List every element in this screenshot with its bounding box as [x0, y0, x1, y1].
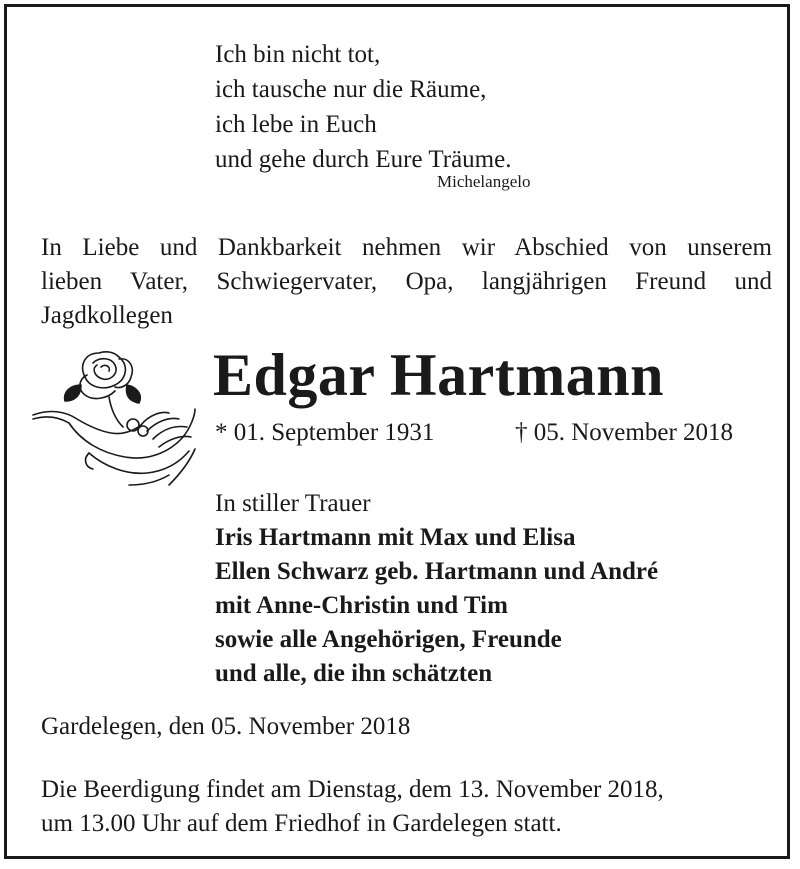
poem-line: ich lebe in Euch	[215, 111, 377, 138]
intro-line: lieben Vater, Schwiegervater, Opa, langjährigen Freund und	[41, 268, 772, 295]
funeral-notice	[41, 773, 664, 841]
intro-text	[41, 231, 772, 333]
funeral-line: um 13.00 Uhr auf dem Friedhof in Gardelegen statt.	[41, 810, 562, 837]
birth-date: * 01. September 1931	[215, 419, 435, 446]
rose-in-hands-icon	[29, 345, 201, 493]
mourner-line: Iris Hartmann mit Max und Elisa	[215, 524, 576, 551]
poem-line: ich tausche nur die Räume,	[215, 76, 487, 103]
deceased-name: Edgar Hartmann	[213, 342, 664, 408]
mourners-heading: In stiller Trauer	[215, 490, 371, 517]
mourner-line: mit Anne-Christin und Tim	[215, 592, 508, 619]
place-date: Gardelegen, den 05. November 2018	[41, 713, 411, 740]
obituary-frame	[4, 4, 790, 859]
mourner-line: und alle, die ihn schätzten	[215, 660, 493, 687]
mourners-block	[215, 487, 658, 691]
intro-line: Jagdkollegen	[41, 302, 173, 329]
mourner-line: sowie alle Angehörigen, Freunde	[215, 626, 562, 653]
poem-author: Michelangelo	[437, 172, 531, 191]
intro-line: In Liebe und Dankbarkeit nehmen wir Abschied von unserem	[41, 234, 772, 261]
funeral-line: Die Beerdigung findet am Dienstag, dem 13. November 2018,	[41, 776, 664, 803]
death-date: † 05. November 2018	[515, 419, 734, 446]
mourner-line: Ellen Schwarz geb. Hartmann und André	[215, 558, 659, 585]
poem	[215, 37, 511, 177]
poem-line: und gehe durch Eure Träume.	[215, 146, 512, 173]
poem-line: Ich bin nicht tot,	[215, 41, 381, 68]
